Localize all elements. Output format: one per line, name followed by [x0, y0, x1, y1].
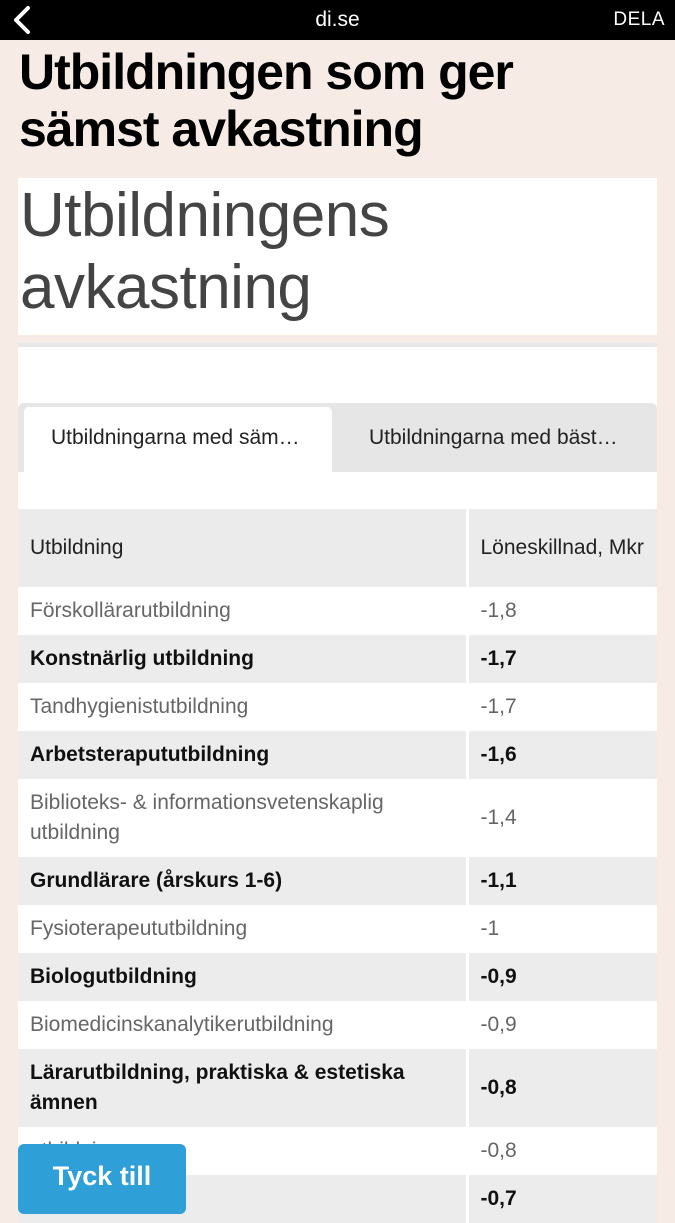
education-name-cell: Lärarutbildning, praktiska & estetiska ämnen — [18, 1049, 467, 1127]
widget-title: Utbildningens avkastning — [20, 181, 390, 322]
table-row — [18, 1049, 657, 1127]
table-row — [18, 779, 657, 857]
salary-difference-cell: -0,7 — [467, 1175, 657, 1223]
salary-difference-cell: -1,8 — [467, 587, 657, 635]
salary-difference-cell: -1 — [467, 905, 657, 953]
table-header-row — [18, 509, 657, 587]
widget-card — [18, 343, 657, 1210]
education-name-cell: Förskollärarutbildning — [18, 587, 467, 635]
table-row — [18, 683, 657, 731]
table-row — [18, 905, 657, 953]
table-row — [18, 953, 657, 1001]
salary-difference-cell: -1,7 — [467, 683, 657, 731]
table-row — [18, 731, 657, 779]
table-row — [18, 587, 657, 635]
salary-difference-cell: -1,7 — [467, 635, 657, 683]
article-headline: Utbildningen som ger sämst avkastning — [19, 44, 513, 157]
feedback-button[interactable]: Tyck till — [18, 1144, 186, 1214]
education-name-cell: Arbetsterapututbildning — [18, 731, 467, 779]
salary-difference-cell: -0,8 — [467, 1127, 657, 1175]
education-name-cell: Fysioterapeututbildning — [18, 905, 467, 953]
table-row — [18, 635, 657, 683]
salary-difference-cell: -1,4 — [467, 779, 657, 857]
column-header-education: Utbildning — [18, 509, 467, 587]
education-name-cell: Konstnärlig utbildning — [18, 635, 467, 683]
salary-difference-cell: -1,6 — [467, 731, 657, 779]
education-name-cell: Tandhygienistutbildning — [18, 683, 467, 731]
data-table — [18, 509, 657, 1223]
tab-worst-educations[interactable]: Utbildningarna med säm… — [24, 407, 332, 472]
tab-bar — [18, 403, 657, 472]
education-name-cell: Biomedicinskanalytikerutbildning — [18, 1001, 467, 1049]
top-bar — [0, 0, 675, 40]
page-url: di.se — [315, 8, 360, 31]
salary-difference-cell: -0,8 — [467, 1049, 657, 1127]
share-button[interactable]: DELA — [613, 9, 665, 30]
salary-difference-cell: -0,9 — [467, 1001, 657, 1049]
salary-difference-cell: -0,9 — [467, 953, 657, 1001]
education-name-cell: Grundlärare (årskurs 1-6) — [18, 857, 467, 905]
education-name-cell: Biologutbildning — [18, 953, 467, 1001]
education-name-cell: Biblioteks- & informationsvetenskaplig utbildning — [18, 779, 467, 857]
salary-difference-cell: -1,1 — [467, 857, 657, 905]
table-row — [18, 857, 657, 905]
table-row — [18, 1001, 657, 1049]
column-header-salary-difference: Löneskillnad, Mkr — [467, 509, 657, 587]
tab-best-educations[interactable]: Utbildningarna med bäst… — [369, 426, 618, 449]
widget-title-card — [18, 178, 657, 335]
